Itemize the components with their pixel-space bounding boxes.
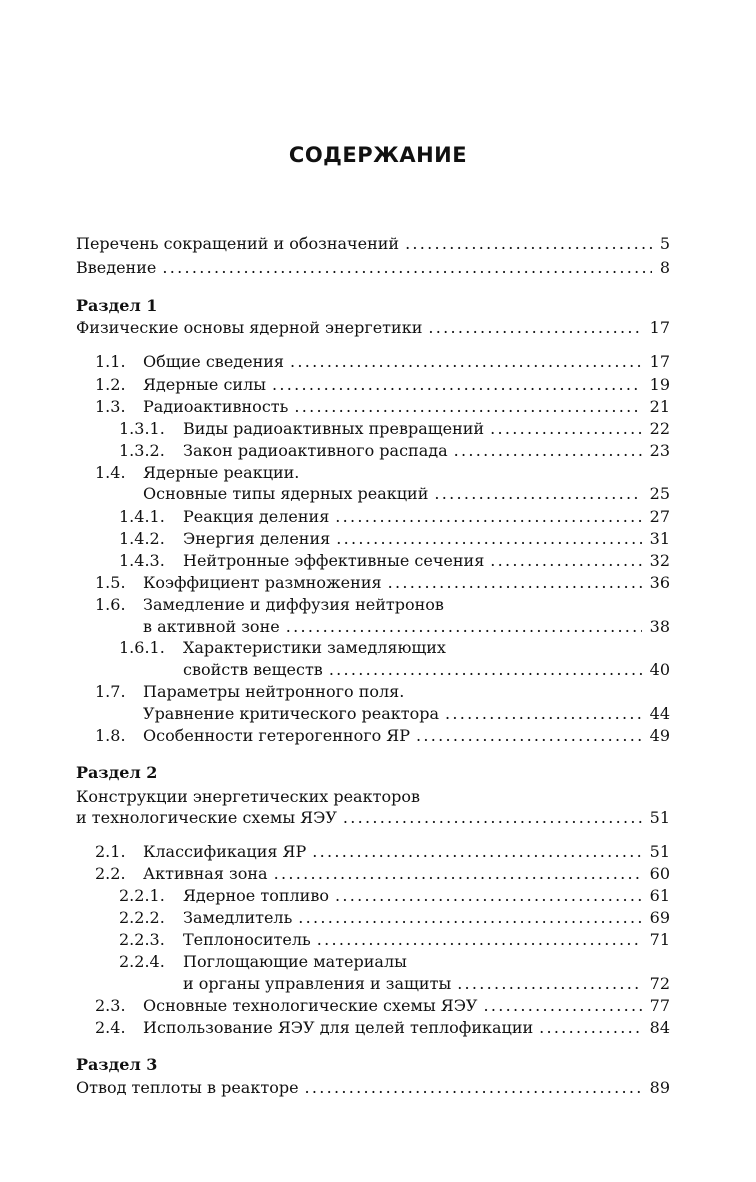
toc-entry-text: Конструкции энергетических реакторов [76, 787, 420, 806]
toc-entry [76, 659, 670, 681]
toc-entry-text: Замедление и диффузия нейтронов [143, 595, 444, 614]
toc-entry-text: Коэффициент размножения [143, 573, 382, 592]
leader-dots [428, 317, 641, 339]
leader-dots [286, 616, 642, 638]
toc-page-number: 61 [649, 886, 670, 905]
toc-entry-number: 1.8. [95, 726, 126, 745]
toc-page-number: 17 [649, 318, 670, 337]
leader-dots [305, 1077, 642, 1099]
toc-page-number: 49 [649, 726, 670, 745]
toc-entry [76, 418, 670, 440]
toc-entry-text: Радиоактивность [143, 397, 289, 416]
toc-entry [76, 233, 670, 255]
toc-entry-number: 1.3.2. [119, 441, 165, 460]
toc-entry [76, 807, 670, 829]
toc-entry-text: Особенности гетерогенного ЯР [143, 726, 410, 745]
toc-page-number: 25 [649, 484, 670, 503]
toc-entry-text: Ядерные силы [143, 375, 266, 394]
toc-entry-text: Основные технологические схемы ЯЭУ [143, 996, 478, 1015]
toc-entry-number: 1.3. [95, 397, 126, 416]
toc-entry [76, 483, 670, 505]
toc-page-number: 19 [649, 375, 670, 394]
section-heading [76, 762, 670, 784]
toc-entry-text: и органы управления и защиты [183, 974, 452, 993]
toc-entry-text: и технологические схемы ЯЭУ [76, 808, 337, 827]
toc-entry-number: 1.6. [95, 595, 126, 614]
section-label: Раздел 1 [76, 296, 158, 315]
leader-dots [274, 863, 642, 885]
toc-entry-text: Виды радиоактивных превращений [183, 419, 485, 438]
toc-entry-text: Использование ЯЭУ для целей теплофикации [143, 1018, 534, 1037]
toc-entry-number: 2.3. [95, 996, 126, 1015]
toc-page-number: 51 [649, 808, 670, 827]
toc-entry-text: Общие сведения [143, 352, 285, 371]
toc-entry-number: 2.4. [95, 1018, 126, 1037]
toc-page-number: 32 [649, 551, 670, 570]
toc-entry-text: Теплоноситель [183, 930, 311, 949]
leader-dots [388, 572, 642, 594]
leader-dots [162, 257, 651, 279]
toc-entry [76, 841, 670, 863]
toc-page-number: 31 [649, 529, 670, 548]
toc-entry-number: 2.2.1. [119, 886, 165, 905]
toc-page-number: 77 [649, 996, 670, 1015]
toc-entry-text: Параметры нейтронного поля. [143, 682, 405, 701]
toc-entry-text: в активной зоне [143, 617, 280, 636]
toc-entry [76, 317, 670, 339]
toc-entry-text: Основные типы ядерных реакций [143, 484, 429, 503]
toc-entry [76, 374, 670, 396]
leader-dots [317, 929, 642, 951]
toc-entry-number: 2.2.4. [119, 952, 165, 971]
toc-entry-number: 1.3.1. [119, 419, 165, 438]
leader-dots [416, 725, 642, 747]
toc-page-number: 40 [649, 660, 670, 679]
leader-dots [336, 528, 641, 550]
toc-entry [76, 863, 670, 885]
page-title: СОДЕРЖАНИЕ [288, 143, 468, 167]
toc-entry [76, 572, 670, 594]
toc-entry [76, 396, 670, 418]
toc-entry [76, 1017, 670, 1039]
toc-entry [76, 550, 670, 572]
toc-entry-number: 1.2. [95, 375, 126, 394]
toc-entry [76, 973, 670, 995]
leader-dots [405, 233, 652, 255]
toc-entry [76, 440, 670, 462]
toc-entry-number: 1.4.1. [119, 507, 165, 526]
toc-entry-text: Активная зона [143, 864, 268, 883]
toc-entry [76, 351, 670, 373]
toc-entry-text: Закон радиоактивного распада [183, 441, 448, 460]
toc-entry-number: 2.2. [95, 864, 126, 883]
toc-entry-number: 1.4.2. [119, 529, 165, 548]
leader-dots [290, 351, 642, 373]
leader-dots [335, 506, 641, 528]
toc-entry [76, 462, 670, 484]
toc-entry-text: Введение [76, 258, 157, 277]
toc-page-number: 27 [649, 507, 670, 526]
toc-page-number: 51 [649, 842, 670, 861]
toc-entry-text: Характеристики замедляющих [183, 638, 446, 657]
toc-entry [76, 594, 670, 616]
toc-entry [76, 725, 670, 747]
leader-dots [329, 659, 642, 681]
leader-dots [312, 841, 641, 863]
toc-page-number: 21 [649, 397, 670, 416]
toc-page-number: 69 [649, 908, 670, 927]
section-label: Раздел 3 [76, 1055, 158, 1074]
toc-page-number: 8 [659, 258, 670, 277]
leader-dots [490, 550, 641, 572]
toc-page-number: 22 [649, 419, 670, 438]
toc-entry-text: Уравнение критического реактора [143, 704, 440, 723]
toc-entry [76, 506, 670, 528]
toc-page-number: 44 [649, 704, 670, 723]
toc-page-number: 23 [649, 441, 670, 460]
toc-entry-number: 2.1. [95, 842, 126, 861]
toc-entry [76, 995, 670, 1017]
toc-entry [76, 907, 670, 929]
toc-entry [76, 257, 670, 279]
toc-page-number: 71 [649, 930, 670, 949]
toc-page-number: 17 [649, 352, 670, 371]
toc-entry [76, 703, 670, 725]
leader-dots [445, 703, 642, 725]
toc-entry-text: Поглощающие материалы [183, 952, 407, 971]
toc-entry-number: 1.5. [95, 573, 126, 592]
leader-dots [298, 907, 641, 929]
section-heading [76, 1054, 670, 1076]
toc-entry-text: Ядерные реакции. [143, 463, 300, 482]
toc-entry [76, 951, 670, 973]
leader-dots [454, 440, 642, 462]
toc-entry-text: Реакция деления [183, 507, 330, 526]
toc-page-number: 36 [649, 573, 670, 592]
toc-entry [76, 885, 670, 907]
leader-dots [294, 396, 641, 418]
toc-entry-number: 2.2.3. [119, 930, 165, 949]
leader-dots [484, 995, 642, 1017]
toc-entry-number: 1.4. [95, 463, 126, 482]
section-label: Раздел 2 [76, 763, 158, 782]
leader-dots [272, 374, 642, 396]
toc-entry-number: 1.4.3. [119, 551, 165, 570]
toc-page-number: 89 [649, 1078, 670, 1097]
toc-entry-number: 1.6.1. [119, 638, 165, 657]
leader-dots [434, 483, 641, 505]
toc-page-number: 60 [649, 864, 670, 883]
leader-dots [539, 1017, 641, 1039]
toc-page-number: 5 [659, 234, 670, 253]
toc-page-number: 72 [649, 974, 670, 993]
leader-dots [335, 885, 642, 907]
leader-dots [490, 418, 642, 440]
toc-entry [76, 681, 670, 703]
toc-entry-text: Классификация ЯР [143, 842, 307, 861]
leader-dots [343, 807, 642, 829]
toc-entry [76, 528, 670, 550]
toc-entry-text: Перечень сокращений и обозначений [76, 234, 400, 253]
toc-page-number: 84 [649, 1018, 670, 1037]
toc-entry-number: 2.2.2. [119, 908, 165, 927]
toc-entry-text: Нейтронные эффективные сечения [183, 551, 485, 570]
toc-entry-number: 1.1. [95, 352, 126, 371]
toc-entry-text: Физические основы ядерной энергетики [76, 318, 423, 337]
toc-entry [76, 616, 670, 638]
toc-entry-text: Ядерное топливо [183, 886, 329, 905]
toc-entry-number: 1.7. [95, 682, 126, 701]
section-heading [76, 295, 670, 317]
toc-page-number: 38 [649, 617, 670, 636]
toc-entry-text: Замедлитель [183, 908, 293, 927]
leader-dots [457, 973, 641, 995]
toc-entry [76, 637, 670, 659]
toc-entry-text: свойств веществ [183, 660, 323, 679]
toc-entry-text: Энергия деления [183, 529, 331, 548]
toc-entry-text: Отвод теплоты в реакторе [76, 1078, 299, 1097]
toc-entry [76, 929, 670, 951]
toc-entry [76, 1077, 670, 1099]
toc-entry [76, 786, 670, 808]
